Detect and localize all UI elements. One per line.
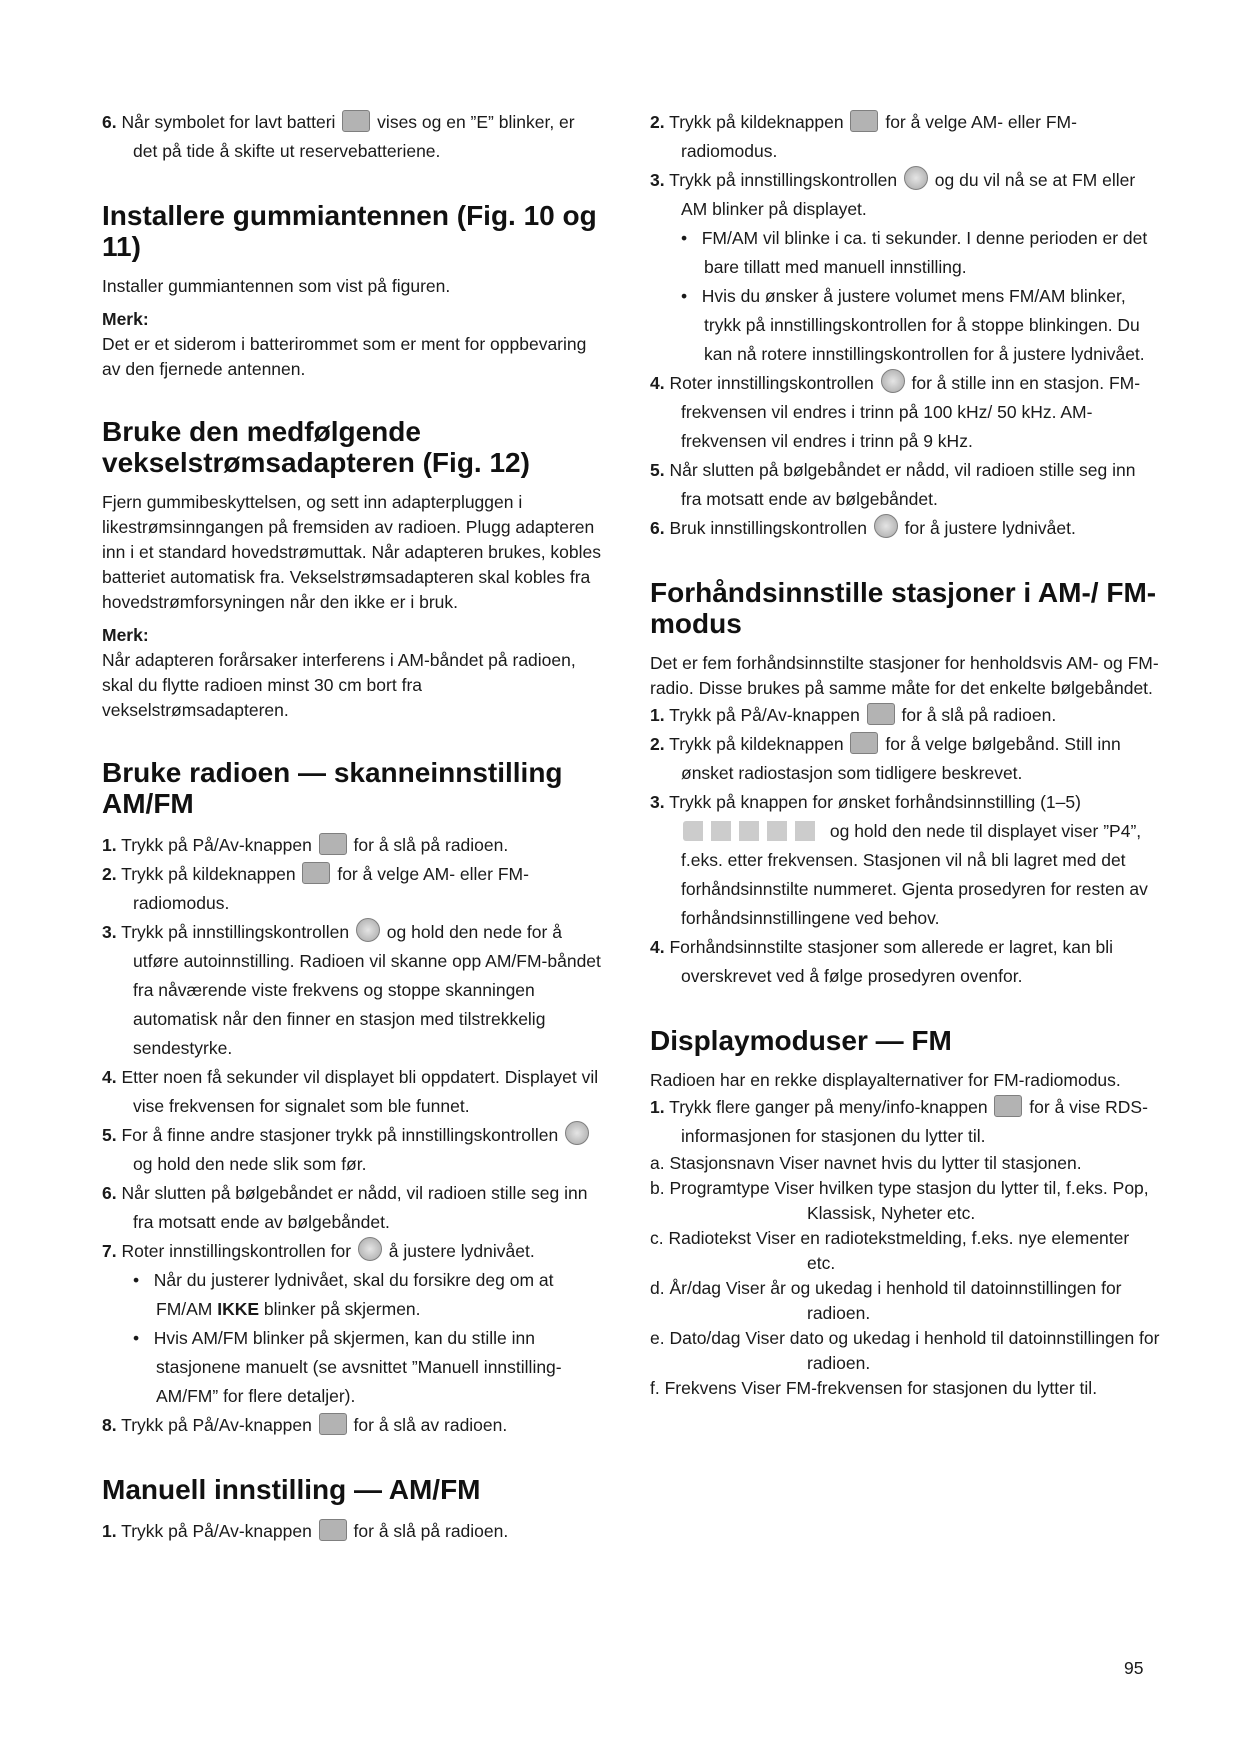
step-text: for å vise RDS-informasjonen for stasjonen du lytter til. bbox=[681, 1097, 1148, 1146]
step-text: for å velge bølgebånd. Still inn ønsket radiostasjon som tidligere beskrevet. bbox=[681, 734, 1121, 783]
step-text: for å slå på radioen. bbox=[348, 1521, 509, 1541]
numbered-step bbox=[102, 1121, 602, 1179]
step-text: FM/AM vil blinke i ca. ti sekunder. I denne perioden er det bare tillatt med manuell innstilling. bbox=[701, 228, 1148, 277]
step-number: 5. bbox=[102, 1125, 117, 1145]
step-text: for å slå på radioen. bbox=[896, 705, 1057, 725]
numbered-step bbox=[650, 933, 1160, 991]
tuning-knob-icon bbox=[358, 1237, 382, 1261]
step-text: Trykk på kildeknappen bbox=[669, 112, 849, 132]
step-text: Trykk flere ganger på meny/info-knappen bbox=[669, 1097, 993, 1117]
bullet-point: • Hvis AM/FM blinker på skjermen, kan du stille inn stasjonene manuelt (se avsnittet ”Manuell innstilling-AM/FM” for flere detaljer). bbox=[133, 1328, 562, 1406]
paragraph: Installer gummiantennen som vist på figuren. bbox=[102, 276, 451, 296]
section-heading: Installere gummiantennen (Fig. 10 og 11) bbox=[102, 200, 597, 262]
step-text: Når slutten på bølgebåndet er nådd, vil radioen stille seg inn fra motsatt ende av bølgebåndet. bbox=[669, 460, 1136, 509]
step-number: 1. bbox=[650, 1097, 665, 1117]
numbered-step bbox=[650, 788, 1160, 933]
step-text: Når slutten på bølgebåndet er nådd, vil radioen stille seg inn fra motsatt ende av bølgebåndet. bbox=[121, 1183, 588, 1232]
page-number: 95 bbox=[1124, 1658, 1144, 1678]
step-text: for å slå på radioen. bbox=[348, 835, 509, 855]
power-button-icon bbox=[319, 1413, 347, 1435]
bullet-point: • Hvis du ønsker å justere volumet mens FM/AM blinker, trykk på innstillingskontrollen for å stoppe blinkingen. Du kan nå rotere innstillingskontrollen for å justere lydnivået. bbox=[681, 286, 1145, 364]
bullet-point: • Når du justerer lydnivået, skal du forsikre deg om at FM/AM IKKE blinker på skjermen. bbox=[133, 1270, 554, 1319]
step-text: Forhåndsinnstilte stasjoner som allerede er lagret, kan bli overskrevet ved å følge prosedyren ovenfor. bbox=[669, 937, 1114, 986]
source-button-icon bbox=[850, 732, 878, 754]
numbered-step bbox=[102, 918, 602, 1063]
step-text: blinker på skjermen. bbox=[259, 1299, 421, 1319]
step-number: 6. bbox=[102, 1183, 117, 1203]
step-text: og du vil nå se at FM eller AM blinker på displayet. bbox=[681, 170, 1136, 219]
step-number: 3. bbox=[650, 170, 665, 190]
step-number: 4. bbox=[650, 937, 665, 957]
step-number: 8. bbox=[102, 1415, 117, 1435]
step-text: Trykk på kildeknappen bbox=[121, 864, 301, 884]
step-number: 1. bbox=[102, 1521, 117, 1541]
step-text: for å velge AM- eller FM-radiomodus. bbox=[133, 864, 529, 913]
numbered-step bbox=[102, 1063, 602, 1121]
step-text: Trykk på På/Av-knappen bbox=[669, 705, 865, 725]
power-button-icon bbox=[319, 1519, 347, 1541]
paragraph: Det er et siderom i batterirommet som er ment for oppbevaring av den fjernede antennen. bbox=[102, 334, 587, 379]
step-text: for å velge AM- eller FM-radiomodus. bbox=[681, 112, 1077, 161]
step-text: Roter innstillingskontrollen bbox=[669, 373, 879, 393]
display-mode-definition: a. Stasjonsnavn Viser navnet hvis du lytter til stasjonen. bbox=[650, 1153, 1082, 1173]
step-text: for å stille inn en stasjon. FM-frekvensen vil endres i trinn på 100 kHz/ 50 kHz. AM-frekvensen vil endres i trinn på 9 kHz. bbox=[681, 373, 1141, 451]
tuning-knob-icon bbox=[904, 166, 928, 190]
numbered-step bbox=[650, 369, 1160, 456]
paragraph: Det er fem forhåndsinnstilte stasjoner for henholdsvis AM- og FM-radio. Disse brukes på samme måte for det enkelte bølgebåndet. bbox=[650, 653, 1159, 698]
step-text: for å justere lydnivået. bbox=[899, 518, 1076, 538]
right-column bbox=[650, 108, 1160, 1401]
tuning-knob-icon bbox=[874, 514, 898, 538]
step-text: For å finne andre stasjoner trykk på innstillingskontrollen bbox=[121, 1125, 564, 1145]
step-text: Trykk på innstillingskontrollen bbox=[121, 922, 354, 942]
step-text: og hold den nede for å utføre autoinnstilling. Radioen vil skanne opp AM/FM-båndet fra nåværende viste frekvens og stoppe skanningen automatisk når den finner en stasjon med tilstrekkelig sendestyrke. bbox=[133, 922, 601, 1058]
step-text: for å slå av radioen. bbox=[348, 1415, 508, 1435]
step-text: Trykk på På/Av-knappen bbox=[121, 835, 317, 855]
step-text: Trykk på kildeknappen bbox=[669, 734, 849, 754]
section-heading: Displaymoduser — FM bbox=[650, 1025, 952, 1056]
menu-info-button-icon bbox=[994, 1095, 1022, 1117]
numbered-step bbox=[650, 514, 1160, 543]
step-number: 6. bbox=[102, 112, 117, 132]
step-text: og hold den nede til displayet viser ”P4”, f.eks. etter frekvensen. Stasjonen vil nå bli lagret med det forhåndsinnstilte nummeret. Gjenta prosedyren for resten av forhåndsinnstillingene ved behov. bbox=[681, 821, 1148, 928]
step-text: Bruk innstillingskontrollen bbox=[669, 518, 872, 538]
step-number: 4. bbox=[650, 373, 665, 393]
step-text: Trykk på På/Av-knappen bbox=[121, 1521, 317, 1541]
numbered-step bbox=[650, 166, 1160, 224]
tuning-knob-icon bbox=[881, 369, 905, 393]
numbered-step bbox=[102, 108, 602, 166]
low-battery-icon bbox=[342, 110, 370, 132]
step-text: Roter innstillingskontrollen for bbox=[121, 1241, 356, 1261]
numbered-step bbox=[650, 730, 1160, 788]
left-column bbox=[102, 108, 602, 1546]
step-number: 1. bbox=[102, 835, 117, 855]
step-number: 3. bbox=[102, 922, 117, 942]
step-text: Når du justerer lydnivået, skal du forsikre deg om at FM/AM bbox=[153, 1270, 554, 1319]
step-number: 4. bbox=[102, 1067, 117, 1087]
paragraph: Fjern gummibeskyttelsen, og sett inn adapterpluggen i likestrømsinngangen på fremsiden av radioen. Plugg adapteren inn i et standard hovedstrømuttak. Når adapteren brukes, kobles batteriet automatisk fra. Vekselstrømsadapteren skal kobles fra hovedstrømforsyningen når den ikke er i bruk. bbox=[102, 492, 602, 612]
note-label: Merk: bbox=[102, 309, 149, 329]
step-text: og hold den nede slik som før. bbox=[133, 1154, 367, 1174]
display-mode-definition: c. Radiotekst Viser en radiotekstmelding, f.eks. nye elementer etc. bbox=[650, 1228, 1130, 1273]
source-button-icon bbox=[302, 862, 330, 884]
display-mode-definition: e. Dato/dag Viser dato og ukedag i henhold til datoinnstillingen for radioen. bbox=[650, 1328, 1160, 1373]
step-text: å justere lydnivået. bbox=[383, 1241, 535, 1261]
step-number: 5. bbox=[650, 460, 665, 480]
numbered-step bbox=[650, 1093, 1160, 1151]
step-text: Hvis AM/FM blinker på skjermen, kan du stille inn stasjonene manuelt (se avsnittet ”Manuell innstilling-AM/FM” for flere detaljer). bbox=[153, 1328, 562, 1406]
step-text: Trykk på knappen for ønsket forhåndsinnstilling (1–5) bbox=[669, 792, 1081, 812]
numbered-step bbox=[102, 1179, 602, 1237]
step-number: 7. bbox=[102, 1241, 117, 1261]
display-mode-definition: d. År/dag Viser år og ukedag i henhold til datoinnstillingen for radioen. bbox=[650, 1278, 1122, 1323]
power-button-icon bbox=[319, 833, 347, 855]
step-text: vises og en ”E” blinker, er det på tide å skifte ut reservebatteriene. bbox=[133, 112, 575, 161]
bullet-point: • FM/AM vil blinke i ca. ti sekunder. I denne perioden er det bare tillatt med manuell innstilling. bbox=[681, 228, 1148, 277]
numbered-step bbox=[102, 1237, 602, 1266]
numbered-step bbox=[650, 456, 1160, 514]
step-number: 6. bbox=[650, 518, 665, 538]
emphasis-text: IKKE bbox=[217, 1299, 260, 1319]
display-mode-definition: b. Programtype Viser hvilken type stasjon du lytter til, f.eks. Pop, Klassisk, Nyheter etc. bbox=[650, 1178, 1149, 1223]
tuning-knob-icon bbox=[356, 918, 380, 942]
step-number: 2. bbox=[650, 112, 665, 132]
section-heading: Forhåndsinnstille stasjoner i AM-/ FM-modus bbox=[650, 577, 1157, 639]
tuning-knob-icon bbox=[565, 1121, 589, 1145]
numbered-step bbox=[102, 1517, 602, 1546]
note-label: Merk: bbox=[102, 625, 149, 645]
step-text: Når symbolet for lavt batteri bbox=[121, 112, 341, 132]
numbered-step bbox=[102, 831, 602, 860]
step-text: Trykk på På/Av-knappen bbox=[121, 1415, 317, 1435]
section-heading: Bruke den medfølgende vekselstrømsadapteren (Fig. 12) bbox=[102, 416, 530, 478]
step-number: 1. bbox=[650, 705, 665, 725]
preset-buttons-icon bbox=[683, 821, 823, 841]
power-button-icon bbox=[867, 703, 895, 725]
step-number: 3. bbox=[650, 792, 665, 812]
step-text: Hvis du ønsker å justere volumet mens FM/AM blinker, trykk på innstillingskontrollen for å stoppe blinkingen. Du kan nå rotere innstillingskontrollen for å justere lydnivået. bbox=[701, 286, 1145, 364]
paragraph: Radioen har en rekke displayalternativer for FM-radiomodus. bbox=[650, 1070, 1121, 1090]
numbered-step bbox=[650, 701, 1160, 730]
section-heading: Manuell innstilling — AM/FM bbox=[102, 1474, 481, 1505]
step-number: 2. bbox=[102, 864, 117, 884]
paragraph: Når adapteren forårsaker interferens i AM-båndet på radioen, skal du flytte radioen minst 30 cm bort fra vekselstrømsadapteren. bbox=[102, 650, 576, 720]
section-heading: Bruke radioen — skanneinnstilling AM/FM bbox=[102, 757, 563, 819]
numbered-step bbox=[102, 1411, 602, 1440]
step-text: Trykk på innstillingskontrollen bbox=[669, 170, 902, 190]
display-mode-definition: f. Frekvens Viser FM-frekvensen for stasjonen du lytter til. bbox=[650, 1378, 1098, 1398]
step-number: 2. bbox=[650, 734, 665, 754]
numbered-step bbox=[102, 860, 602, 918]
numbered-step bbox=[650, 108, 1160, 166]
source-button-icon bbox=[850, 110, 878, 132]
step-text: Etter noen få sekunder vil displayet bli oppdatert. Displayet vil vise frekvensen for signalet som ble funnet. bbox=[121, 1067, 599, 1116]
